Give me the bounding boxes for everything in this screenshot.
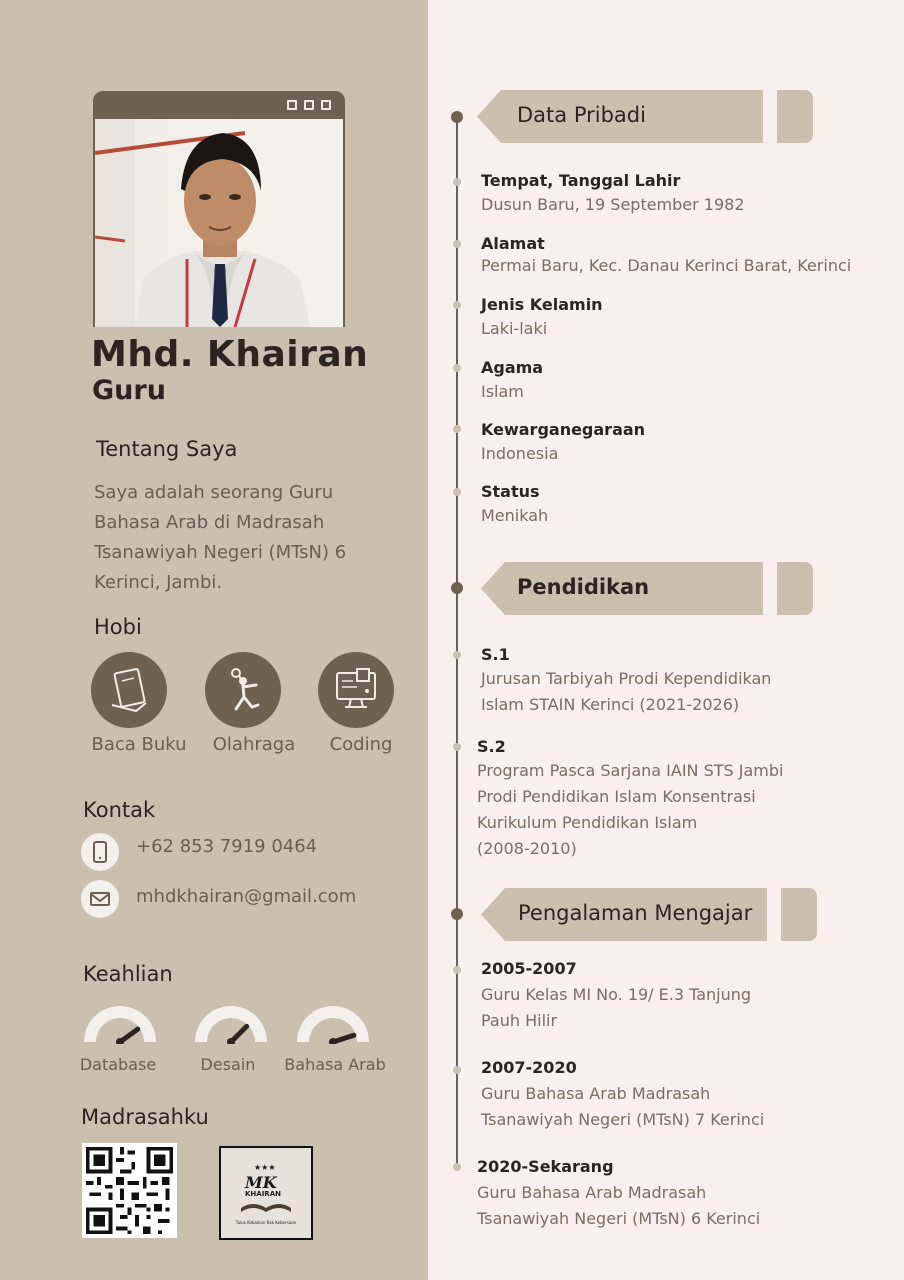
timeline-dot xyxy=(453,301,461,309)
personal-heading: Data Pribadi xyxy=(517,103,646,127)
timeline-dot xyxy=(453,240,461,248)
experience-label: 2020-Sekarang xyxy=(477,1157,614,1176)
timeline-dot xyxy=(453,651,461,659)
experience-line: Tsanawiyah Negeri (MTsN) 6 Kerinci xyxy=(477,1209,761,1228)
personal-value: Dusun Baru, 19 September 1982 xyxy=(481,195,745,214)
timeline-dot xyxy=(453,425,461,433)
timeline-dot xyxy=(451,111,463,123)
hobby-label: Coding xyxy=(329,734,393,755)
timeline-dot xyxy=(453,966,461,974)
education-label: S.1 xyxy=(481,645,510,664)
personal-label: Tempat, Tanggal Lahir xyxy=(481,171,681,190)
education-line: (2008-2010) xyxy=(477,839,577,858)
skill-gauge xyxy=(295,1004,371,1044)
personal-label: Kewarganegaraan xyxy=(481,420,646,439)
experience-line: Guru Kelas MI No. 19/ E.3 Tanjung xyxy=(481,985,752,1004)
personal-value: Islam xyxy=(481,382,524,401)
madrasah-heading: Madrasahku xyxy=(81,1105,209,1129)
skills-heading: Keahlian xyxy=(83,962,173,986)
experience-label: 2007-2020 xyxy=(481,1058,577,1077)
education-line: Jurusan Tarbiyah Prodi Kependidikan xyxy=(481,669,772,688)
education-line: Prodi Pendidikan Islam Konsentrasi xyxy=(477,787,756,806)
minimize-icon xyxy=(287,100,297,110)
skill-label: Desain xyxy=(200,1055,256,1074)
about-heading: Tentang Saya xyxy=(96,437,238,461)
experience-line: Tsanawiyah Negeri (MTsN) 7 Kerinci xyxy=(481,1110,765,1129)
qr-code[interactable] xyxy=(82,1143,177,1238)
close-icon xyxy=(321,100,331,110)
experience-label: 2005-2007 xyxy=(481,959,577,978)
education-label: S.2 xyxy=(477,737,506,756)
personal-value: Indonesia xyxy=(481,444,559,463)
personal-label: Status xyxy=(481,482,540,501)
hobby-label: Baca Buku xyxy=(91,734,187,755)
timeline-dot xyxy=(453,488,461,496)
madrasah-logo xyxy=(219,1146,313,1240)
timeline-line xyxy=(456,116,458,1164)
gauge-arc xyxy=(195,1006,267,1042)
timeline-dot xyxy=(453,1066,461,1074)
timeline-dot xyxy=(453,743,461,751)
education-line: Islam STAIN Kerinci (2021-2026) xyxy=(481,695,740,714)
gauge-arc xyxy=(297,1006,369,1042)
contact-phone[interactable]: +62 853 7919 0464 xyxy=(136,836,318,857)
profile-role: Guru xyxy=(92,375,166,406)
timeline-dot xyxy=(453,178,461,186)
gauge-arc xyxy=(84,1006,156,1042)
section-banner-personal xyxy=(477,90,817,143)
education-line: Program Pasca Sarjana IAIN STS Jambi xyxy=(477,761,784,780)
contact-email[interactable]: mhdkhairan@gmail.com xyxy=(136,886,357,907)
maximize-icon xyxy=(304,100,314,110)
logo-tagline: Tulus Kebaikan Kak Kebersaan xyxy=(235,1220,297,1225)
section-banner-experience xyxy=(481,888,821,941)
experience-line: Guru Bahasa Arab Madrasah xyxy=(481,1084,711,1103)
skill-label: Bahasa Arab xyxy=(284,1055,386,1074)
personal-label: Agama xyxy=(481,358,544,377)
profile-photo-frame xyxy=(93,91,345,327)
logo-initials: MK xyxy=(245,1173,277,1192)
timeline-dot xyxy=(451,582,463,594)
svg-text:★★★: ★★★ xyxy=(254,1163,276,1172)
personal-label: Jenis Kelamin xyxy=(481,295,603,314)
logo-title: KHAIRAN xyxy=(245,1190,281,1198)
profile-name: Mhd. Khairan xyxy=(91,334,369,375)
education-heading: Pendidikan xyxy=(517,575,650,599)
section-banner-education xyxy=(481,562,817,615)
profile-photo xyxy=(95,119,343,327)
experience-heading: Pengalaman Mengajar xyxy=(518,901,753,925)
personal-value: Laki-laki xyxy=(481,319,548,338)
skill-gauge xyxy=(193,1004,269,1044)
hobbies-heading: Hobi xyxy=(94,615,142,639)
timeline-dot xyxy=(453,1163,461,1171)
skill-label: Database xyxy=(79,1055,157,1074)
experience-line: Guru Bahasa Arab Madrasah xyxy=(477,1183,707,1202)
timeline-dot xyxy=(451,908,463,920)
contact-heading: Kontak xyxy=(83,798,156,822)
hobby-label: Olahraga xyxy=(212,734,296,755)
personal-value: Permai Baru, Kec. Danau Kerinci Barat, Kerinci xyxy=(481,256,852,275)
personal-value: Menikah xyxy=(481,506,549,525)
computer-icon xyxy=(318,652,394,728)
experience-line: Pauh Hilir xyxy=(481,1011,558,1030)
personal-label: Alamat xyxy=(481,234,545,253)
mail-icon xyxy=(81,880,119,918)
badminton-icon xyxy=(205,652,281,728)
skill-gauge xyxy=(82,1004,158,1044)
timeline-dot xyxy=(453,364,461,372)
phone-icon xyxy=(81,833,119,871)
about-text: Saya adalah seorang Guru Bahasa Arab di Madrasah Tsanawiyah Negeri (MTsN) 6 Kerinci, Jambi. xyxy=(94,482,347,593)
book-icon xyxy=(91,652,167,728)
education-line: Kurikulum Pendidikan Islam xyxy=(477,813,698,832)
window-title-bar xyxy=(93,91,345,119)
